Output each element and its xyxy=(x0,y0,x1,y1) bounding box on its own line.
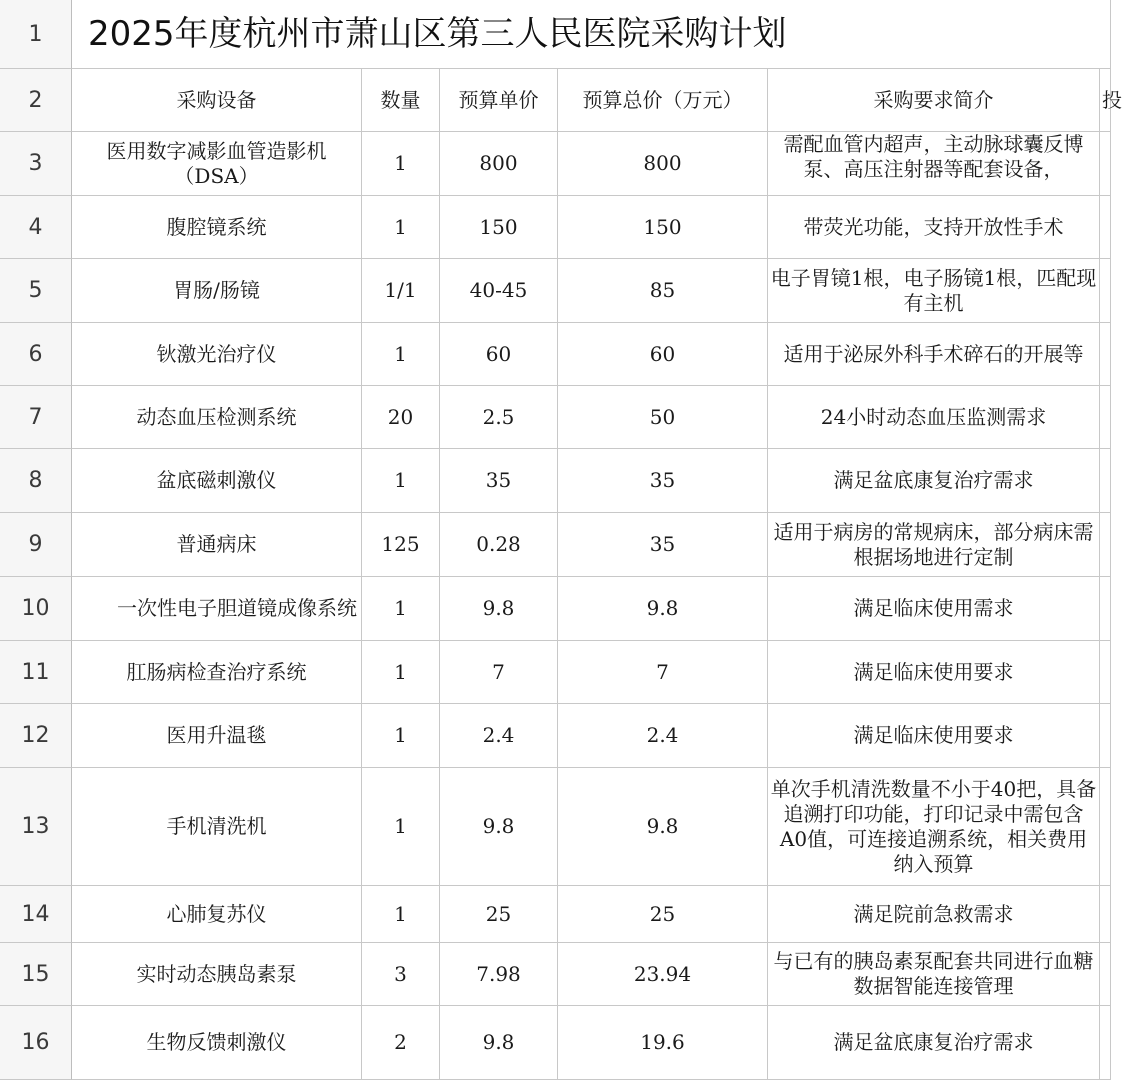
table-cell-unit-price[interactable]: 40-45 xyxy=(440,259,558,323)
table-cell-total-price[interactable]: 19.6 xyxy=(558,1006,768,1080)
table-cell-qty[interactable]: 1 xyxy=(362,323,440,386)
table-cell-device[interactable]: 手机清洗机 xyxy=(72,768,362,886)
table-cell-qty[interactable]: 2 xyxy=(362,1006,440,1080)
table-cell-unit-price[interactable]: 35 xyxy=(440,449,558,513)
table-cell-device[interactable]: 动态血压检测系统 xyxy=(72,386,362,449)
table-cell-extra[interactable] xyxy=(1100,704,1111,768)
table-cell-total-price[interactable]: 35 xyxy=(558,449,768,513)
table-cell-requirement[interactable]: 满足盆底康复治疗需求 xyxy=(768,1006,1100,1080)
header-unit-price[interactable]: 预算单价 xyxy=(440,69,558,132)
table-cell-extra[interactable] xyxy=(1100,259,1111,323)
table-cell-requirement[interactable]: 满足院前急救需求 xyxy=(768,886,1100,943)
table-cell-total-price[interactable]: 25 xyxy=(558,886,768,943)
table-cell-total-price[interactable]: 7 xyxy=(558,641,768,704)
table-cell-requirement[interactable]: 带荧光功能，支持开放性手术 xyxy=(768,196,1100,259)
row-header-15[interactable]: 15 xyxy=(0,943,72,1006)
table-cell-requirement[interactable]: 满足临床使用需求 xyxy=(768,577,1100,641)
table-cell-device[interactable]: 腹腔镜系统 xyxy=(72,196,362,259)
table-cell-qty[interactable]: 1 xyxy=(362,577,440,641)
row-header-3[interactable]: 3 xyxy=(0,132,72,196)
table-cell-requirement[interactable]: 满足临床使用要求 xyxy=(768,641,1100,704)
table-cell-device[interactable]: 肛肠病检查治疗系统 xyxy=(72,641,362,704)
row-header-16[interactable]: 16 xyxy=(0,1006,72,1080)
header-requirement[interactable]: 采购要求简介 xyxy=(768,69,1100,132)
table-cell-unit-price[interactable]: 2.5 xyxy=(440,386,558,449)
table-cell-qty[interactable]: 1 xyxy=(362,768,440,886)
table-cell-extra[interactable] xyxy=(1100,449,1111,513)
table-cell-total-price[interactable]: 9.8 xyxy=(558,577,768,641)
row-header-9[interactable]: 9 xyxy=(0,513,72,577)
table-cell-device[interactable]: 一次性电子胆道镜成像系统 xyxy=(72,577,362,641)
table-cell-qty[interactable]: 125 xyxy=(362,513,440,577)
table-cell-extra[interactable] xyxy=(1100,641,1111,704)
table-cell-device[interactable]: 生物反馈刺激仪 xyxy=(72,1006,362,1080)
table-cell-device[interactable]: 心肺复苏仪 xyxy=(72,886,362,943)
row-header-13[interactable]: 13 xyxy=(0,768,72,886)
table-cell-extra[interactable] xyxy=(1100,132,1111,196)
table-cell-unit-price[interactable]: 800 xyxy=(440,132,558,196)
table-cell-unit-price[interactable]: 0.28 xyxy=(440,513,558,577)
table-cell-device[interactable]: 胃肠/肠镜 xyxy=(72,259,362,323)
row-header-4[interactable]: 4 xyxy=(0,196,72,259)
table-cell-device[interactable]: 实时动态胰岛素泵 xyxy=(72,943,362,1006)
table-cell-total-price[interactable]: 150 xyxy=(558,196,768,259)
table-cell-device[interactable]: 医用升温毯 xyxy=(72,704,362,768)
table-cell-total-price[interactable]: 50 xyxy=(558,386,768,449)
table-cell-qty[interactable]: 20 xyxy=(362,386,440,449)
table-cell-unit-price[interactable]: 9.8 xyxy=(440,1006,558,1080)
table-cell-extra[interactable] xyxy=(1100,1006,1111,1080)
table-cell-qty[interactable]: 1/1 xyxy=(362,259,440,323)
table-cell-total-price[interactable]: 85 xyxy=(558,259,768,323)
table-cell-extra[interactable] xyxy=(1100,886,1111,943)
table-cell-unit-price[interactable]: 150 xyxy=(440,196,558,259)
row-header-6[interactable]: 6 xyxy=(0,323,72,386)
table-cell-qty[interactable]: 1 xyxy=(362,704,440,768)
table-cell-requirement[interactable]: 需配血管内超声，主动脉球囊反博泵、高压注射器等配套设备， xyxy=(768,132,1100,196)
row-header-14[interactable]: 14 xyxy=(0,886,72,943)
row-header-5[interactable]: 5 xyxy=(0,259,72,323)
row-header-1[interactable]: 1 xyxy=(0,0,72,69)
table-cell-requirement[interactable]: 适用于病房的常规病床，部分病床需根据场地进行定制 xyxy=(768,513,1100,577)
table-cell-total-price[interactable]: 800 xyxy=(558,132,768,196)
table-cell-total-price[interactable]: 9.8 xyxy=(558,768,768,886)
table-cell-unit-price[interactable]: 7 xyxy=(440,641,558,704)
row-header-10[interactable]: 10 xyxy=(0,577,72,641)
table-cell-total-price[interactable]: 2.4 xyxy=(558,704,768,768)
table-cell-unit-price[interactable]: 9.8 xyxy=(440,768,558,886)
table-cell-requirement[interactable]: 与已有的胰岛素泵配套共同进行血糖数据智能连接管理 xyxy=(768,943,1100,1006)
row-header-11[interactable]: 11 xyxy=(0,641,72,704)
header-qty[interactable]: 数量 xyxy=(362,69,440,132)
table-cell-total-price[interactable]: 35 xyxy=(558,513,768,577)
table-cell-total-price[interactable]: 23.94 xyxy=(558,943,768,1006)
table-cell-requirement[interactable]: 单次手机清洗数量不小于40把，具备追溯打印功能，打印记录中需包含A0值，可连接追溯系统，相关费用纳入预算 xyxy=(768,768,1100,886)
table-cell-unit-price[interactable]: 2.4 xyxy=(440,704,558,768)
table-cell-qty[interactable]: 1 xyxy=(362,641,440,704)
table-cell-extra[interactable] xyxy=(1100,768,1111,886)
table-cell-unit-price[interactable]: 9.8 xyxy=(440,577,558,641)
header-next-col-fragment[interactable]: 投 xyxy=(1100,69,1111,132)
table-cell-device[interactable]: 盆底磁刺激仪 xyxy=(72,449,362,513)
table-cell-qty[interactable]: 1 xyxy=(362,196,440,259)
table-cell-requirement[interactable]: 适用于泌尿外科手术碎石的开展等 xyxy=(768,323,1100,386)
table-cell-extra[interactable] xyxy=(1100,323,1111,386)
row-header-8[interactable]: 8 xyxy=(0,449,72,513)
row-header-7[interactable]: 7 xyxy=(0,386,72,449)
sheet-title-cell[interactable]: 2025年度杭州市萧山区第三人民医院采购计划 xyxy=(72,0,1111,69)
table-cell-device[interactable]: 普通病床 xyxy=(72,513,362,577)
row-header-12[interactable]: 12 xyxy=(0,704,72,768)
table-cell-extra[interactable] xyxy=(1100,513,1111,577)
table-cell-qty[interactable]: 1 xyxy=(362,132,440,196)
table-cell-extra[interactable] xyxy=(1100,386,1111,449)
table-cell-qty[interactable]: 1 xyxy=(362,886,440,943)
table-cell-requirement[interactable]: 满足临床使用要求 xyxy=(768,704,1100,768)
row-header-2[interactable]: 2 xyxy=(0,69,72,132)
table-cell-requirement[interactable]: 电子胃镜1根，电子肠镜1根，匹配现有主机 xyxy=(768,259,1100,323)
header-device[interactable]: 采购设备 xyxy=(72,69,362,132)
table-cell-device[interactable]: 医用数字减影血管造影机（DSA） xyxy=(72,132,362,196)
table-cell-device[interactable]: 钬激光治疗仪 xyxy=(72,323,362,386)
table-cell-total-price[interactable]: 60 xyxy=(558,323,768,386)
table-cell-extra[interactable] xyxy=(1100,577,1111,641)
table-cell-extra[interactable] xyxy=(1100,943,1111,1006)
table-cell-unit-price[interactable]: 60 xyxy=(440,323,558,386)
header-total-price[interactable]: 预算总价（万元） xyxy=(558,69,768,132)
table-cell-qty[interactable]: 3 xyxy=(362,943,440,1006)
table-cell-requirement[interactable]: 满足盆底康复治疗需求 xyxy=(768,449,1100,513)
table-cell-requirement[interactable]: 24小时动态血压监测需求 xyxy=(768,386,1100,449)
table-cell-qty[interactable]: 1 xyxy=(362,449,440,513)
table-cell-unit-price[interactable]: 7.98 xyxy=(440,943,558,1006)
table-cell-extra[interactable] xyxy=(1100,196,1111,259)
table-cell-unit-price[interactable]: 25 xyxy=(440,886,558,943)
